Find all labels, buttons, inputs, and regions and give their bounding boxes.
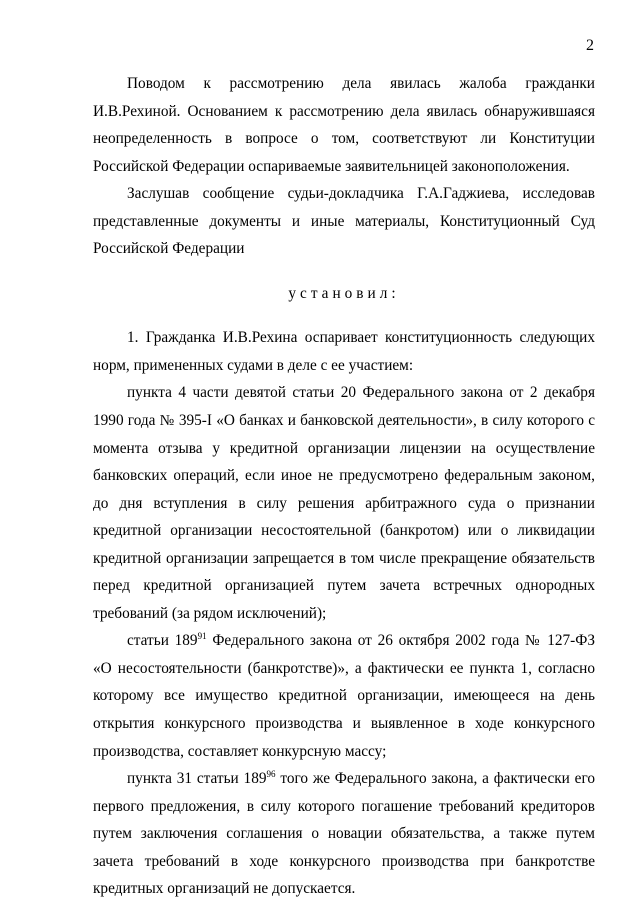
- page-number: 2: [586, 37, 594, 54]
- paragraph-contested-norms: 1. Гражданка И.В.Рехина оспаривает конституционность следующих норм, примененных судами в деле с ее участием:: [93, 329, 595, 374]
- paragraph-complaint: Поводом к рассмотрению дела явилась жалоба гражданки И.В.Рехиной. Основанием к рассмотрению дела явилась обнаружившаяся неопределенность в вопросе о том, соответствуют ли Конституции Российской Федерации оспариваемые заявительницей законоположения.: [93, 75, 595, 175]
- text-segment: статьи 189: [127, 632, 198, 650]
- text-segment: пункта 31 статьи 189: [127, 770, 267, 788]
- text-segment: Федерального закона от 26 октября 2002 года № 127-ФЗ «О несостоятельности (банкротстве)», а фактически ее пункта 1, согласно которому все имущество кредитной организации, имеющееся на день открытия конкурсного производства и выявленное в ходе конкурсного производства, составляет конкурсную массу;: [93, 632, 596, 760]
- superscript: 91: [197, 631, 207, 642]
- verdict-heading: установил:: [288, 284, 400, 302]
- paragraph-banking-law: пункта 4 части девятой статьи 20 Федерального закона от 2 декабря 1990 года № 395-I «О банках и банковской деятельности», в силу которого с момента отзыва у кредитной организации лицензии на осуществление банковских операций, если иное не предусмотрено федеральным законом, до дня вступления в силу решения арбитражного суда о признании кредитной организации несостоятельной (банкротом) или о ликвидации кредитной организации запрещается в том числе прекращение обязательств перед кредитной организацией путем зачета встречных однородных требований (за рядом исключений);: [93, 384, 595, 622]
- text-segment: того же Федерального закона, а фактически его первого предложения, в силу которого погашение требований кредиторов путем заключения соглашения о новации обязательства, а также путем зачета требований в ходе конкурсного производства при банкротстве кредитных организаций не допускается.: [93, 770, 595, 898]
- paragraph-hearing: Заслушав сообщение судьи-докладчика Г.А.Гаджиева, исследовав представленные документы и иные материалы, Конституционный Суд Российской Федерации: [93, 185, 595, 258]
- document-body: [93, 70, 595, 903]
- paragraph-article-189-96: [93, 765, 595, 903]
- superscript: 96: [266, 769, 276, 780]
- paragraph-article-189-91: [93, 627, 595, 765]
